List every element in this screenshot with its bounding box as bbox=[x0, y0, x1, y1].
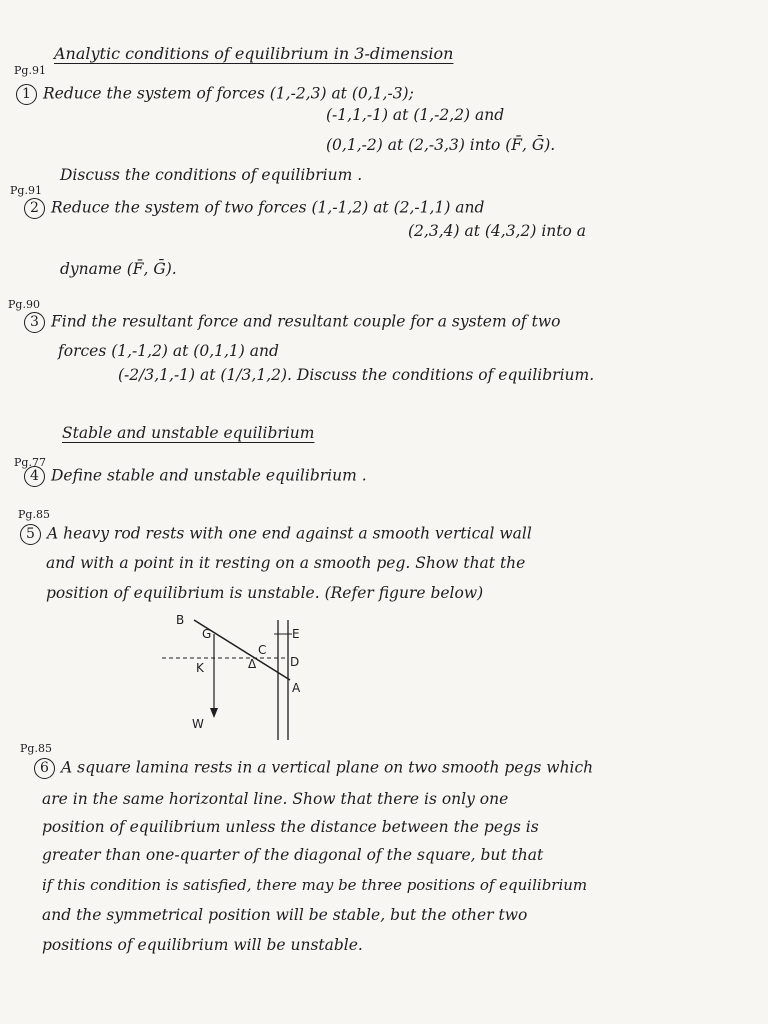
question-line: (-1,1,-1) at (1,-2,2) and bbox=[326, 106, 505, 124]
question-line: position of equilibrium is unstable. (Refer figure below) bbox=[46, 584, 484, 602]
label-c: C bbox=[258, 643, 267, 657]
question-number: 6 bbox=[34, 758, 55, 779]
question-line: dyname (F̄, Ḡ). bbox=[60, 260, 177, 278]
page-ref: Pg.77 bbox=[14, 456, 46, 469]
section-heading: Stable and unstable equilibrium bbox=[62, 424, 315, 442]
question-4 bbox=[24, 466, 367, 487]
question-line: and with a point in it resting on a smooth peg. Show that the bbox=[46, 554, 526, 572]
question-line: positions of equilibrium will be unstable. bbox=[42, 936, 363, 954]
label-g: G bbox=[202, 627, 212, 641]
question-line: Reduce the system of forces (1,-2,3) at (0,1,-3); bbox=[43, 84, 414, 103]
question-line: and the symmetrical position will be stable, but the other two bbox=[42, 906, 528, 924]
question-line: are in the same horizontal line. Show that there is only one bbox=[42, 790, 509, 808]
weight-arrow-icon bbox=[210, 708, 218, 718]
question-line: Define stable and unstable equilibrium . bbox=[51, 466, 367, 485]
question-line: forces (1,-1,2) at (0,1,1) and bbox=[58, 342, 279, 360]
question-6 bbox=[34, 758, 593, 779]
label-a: A bbox=[292, 681, 301, 695]
question-1 bbox=[16, 84, 414, 105]
label-w: W bbox=[192, 717, 204, 731]
question-number: 2 bbox=[24, 198, 45, 219]
page-ref: Pg.90 bbox=[8, 298, 40, 311]
label-k: K bbox=[196, 661, 204, 675]
question-number: 5 bbox=[20, 524, 41, 545]
question-line: (0,1,-2) at (2,-3,3) into (F̄, Ḡ). bbox=[326, 136, 556, 154]
question-line: Reduce the system of two forces (1,-1,2) at (2,-1,1) and bbox=[51, 198, 485, 217]
label-b: B bbox=[176, 613, 185, 627]
question-line: Find the resultant force and resultant couple for a system of two bbox=[51, 312, 561, 331]
page-ref: Pg.91 bbox=[14, 64, 46, 77]
question-line: position of equilibrium unless the distance between the pegs is bbox=[42, 818, 539, 836]
question-line: greater than one-quarter of the diagonal of the square, but that bbox=[42, 846, 544, 864]
label-angle: Δ bbox=[248, 657, 257, 671]
question-5 bbox=[20, 524, 532, 545]
question-line: if this condition is satisfied, there may be three positions of equilibrium bbox=[42, 876, 588, 894]
page-ref: Pg.85 bbox=[18, 508, 50, 521]
question-line: A heavy rod rests with one end against a smooth vertical wall bbox=[47, 524, 532, 543]
question-3 bbox=[24, 312, 560, 333]
page-ref: Pg.91 bbox=[10, 184, 42, 197]
rod-peg-figure bbox=[160, 610, 320, 740]
question-line: A square lamina rests in a vertical plane on two smooth pegs which bbox=[61, 758, 594, 777]
question-line: Discuss the conditions of equilibrium . bbox=[60, 166, 363, 184]
question-line: (2,3,4) at (4,3,2) into a bbox=[408, 222, 586, 240]
question-number: 3 bbox=[24, 312, 45, 333]
question-line: (-2/3,1,-1) at (1/3,1,2). Discuss the conditions of equilibrium. bbox=[118, 366, 595, 384]
section-heading: Analytic conditions of equilibrium in 3-dimension bbox=[54, 44, 454, 63]
question-number: 1 bbox=[16, 84, 37, 105]
question-number: 4 bbox=[24, 466, 45, 487]
label-d: D bbox=[290, 655, 300, 669]
page-ref: Pg.85 bbox=[20, 742, 52, 755]
label-e: E bbox=[292, 627, 300, 641]
question-2 bbox=[24, 198, 484, 219]
